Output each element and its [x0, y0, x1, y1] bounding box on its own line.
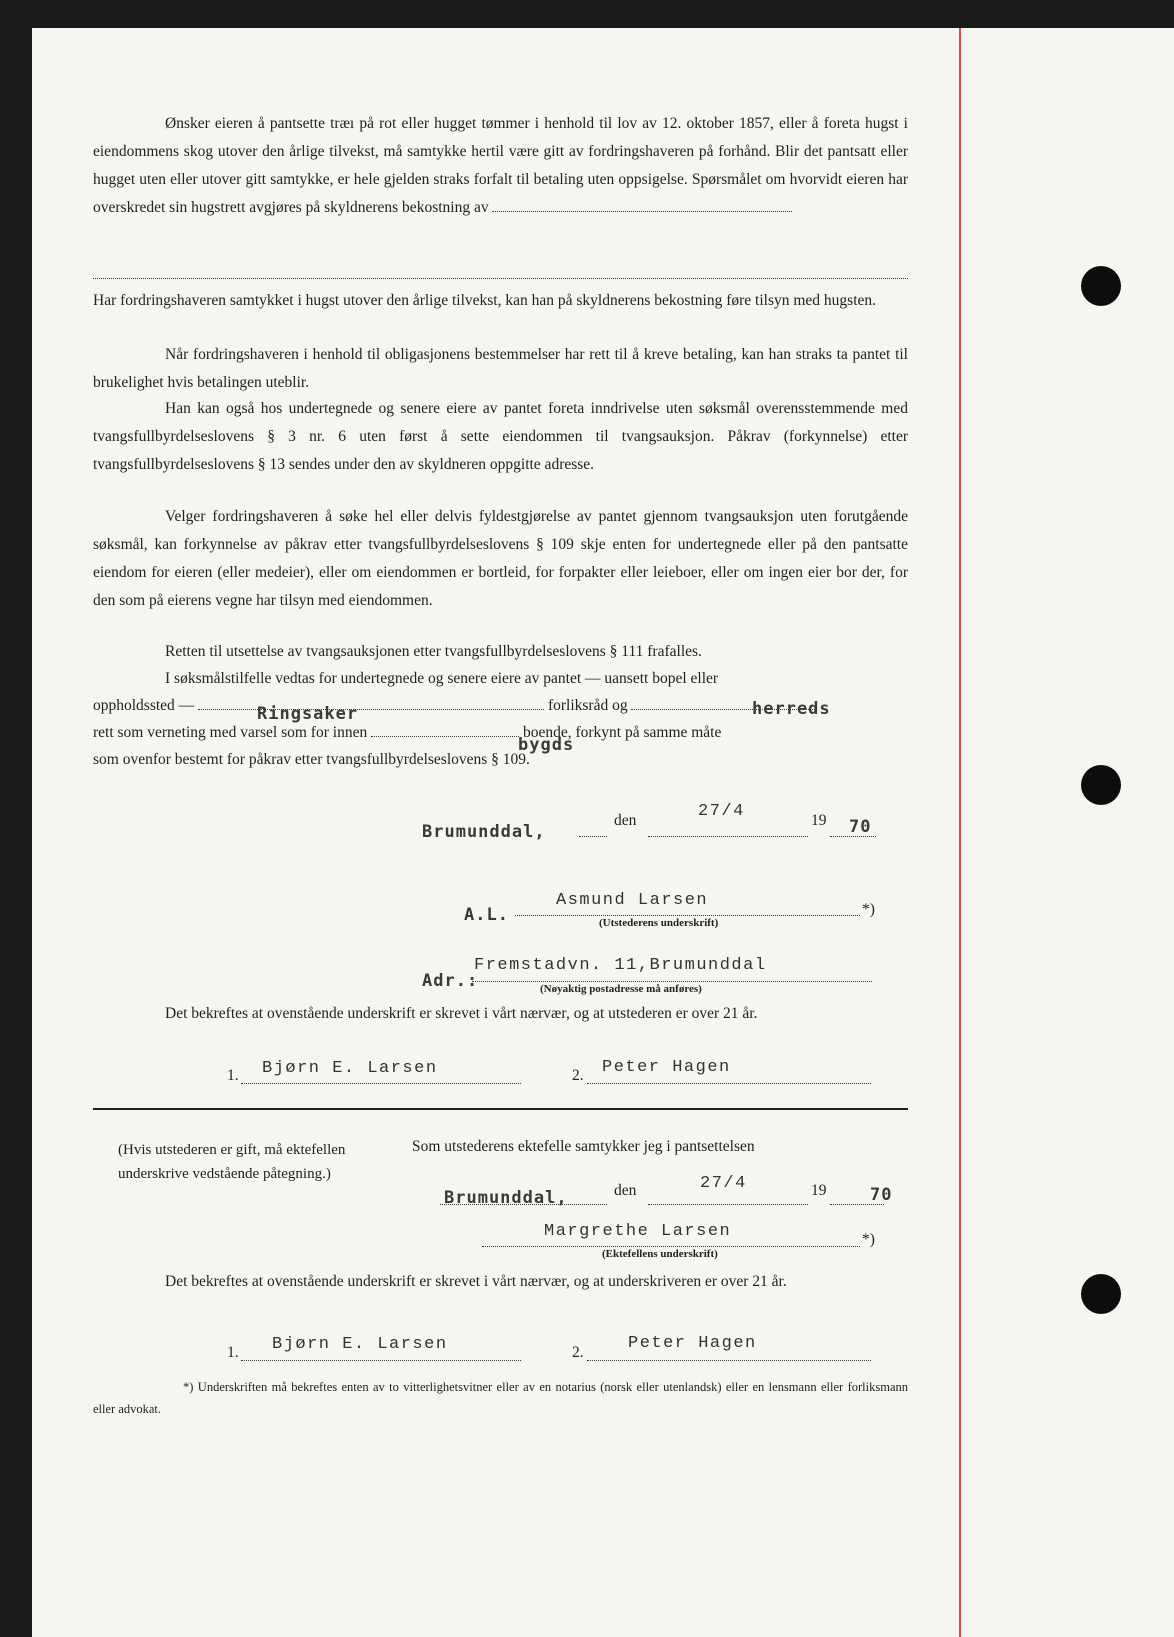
stamp-bygds: bygds: [518, 735, 575, 755]
verneting-line-2: rett som verneting med varsel som for innen boende, forkynt på samme måte: [93, 724, 722, 741]
paragraph-soksmal: I søksmålstilfelle vedtas for undertegnede og senere eiere av pantet — uansett bopel eller: [165, 670, 719, 687]
red-margin-line: [959, 28, 961, 1637]
paragraph-tvangsauksjon: Velger fordringshaveren å søke hel eller delvis fyldestgjørelse av pantet gjennom tvangsauksjon uten forutgående søksmål, kan forkynnelse av påkrav etter tvangsfullbyrdelseslovens § 109 skje enten for undertegnede eller på den pantsatte eiendom for eieren (eller medeier), eller om eiendommen er bortleid, for forpakter eller leieboer, eller om ingen eier bor der, for den som på eierens vegne har tilsyn med eiendommen.: [93, 508, 908, 609]
punch-hole-icon: [1081, 266, 1121, 306]
witness-name: Bjørn E. Larsen: [262, 1059, 438, 1078]
den-label: den: [614, 812, 637, 829]
fill-line: [579, 814, 607, 837]
year-stamp: 70: [849, 817, 872, 837]
paragraph-tilsyn: Har fordringshaveren samtykket i hugst utover den årlige tilvekst, kan han på skyldnerens bekostning føre tilsyn med hugsten.: [93, 292, 876, 309]
initials-stamp: A.L.: [464, 905, 509, 925]
issuer-signature: Asmund Larsen: [556, 891, 709, 910]
adr-label: Adr.:: [422, 971, 479, 991]
witness-number: 1.: [227, 1067, 239, 1084]
verneting-line-1: oppholdssted — forliksråd og: [93, 692, 908, 720]
fill-line: [492, 211, 792, 212]
spouse-signature: Margrethe Larsen: [544, 1222, 732, 1241]
paragraph-hugst: Ønsker eieren å pantsette træı på rot eller hugget tømmer i henhold til lov av 12. oktober 1857, eller å foreta hugst i eiendommens skog utover den årlige tilvekst, må samtykke hertil være gitt av fordringshaveren på forhånd. Blir det pantsatt eller hugget uten eller utover gitt samtykke, er hele gjelden straks forfalt til betaling uten oppsigelse. Spørsmålet om hvorvidt eieren har overskredet sin hugstrett avgjøres på skyldnerens bekostning av: [93, 115, 908, 216]
den-label: den: [614, 1182, 637, 1199]
place-stamp: Brumunddal,: [422, 822, 546, 842]
verneting-line-3: som ovenfor bestemt for påkrav etter tvangsfullbyrdelseslovens § 109.: [93, 751, 530, 768]
paragraph-inndrivelse: Han kan også hos undertegnede og senere eiere av pantet foreta inndrivelse uten søksmål overensstemmende med tvangsfullbyrdelseslovens § 3 nr. 6 uten først å sette eiendommen til tvangsauksjon. Påkrav (forkynnelse) etter tvangsfullbyrdelseslovens § 13 sendes under den av skyldneren oppgitte adresse.: [93, 400, 908, 473]
witness-name: Peter Hagen: [628, 1334, 757, 1353]
stamp-herreds: herreds: [752, 699, 831, 719]
punch-hole-icon: [1081, 1274, 1121, 1314]
century-label: 19: [811, 1182, 827, 1199]
fill-line: [371, 736, 519, 737]
date-typed: 27/4: [698, 802, 745, 821]
century-label: 19: [811, 812, 827, 829]
paragraph-betaling: Når fordringshaveren i henhold til obligasjonens bestemmelser har rett til å kreve betaling, kan han straks ta pantet til brukelighet hvis betalingen uteblir.: [93, 346, 908, 391]
witness-number: 2.: [572, 1344, 584, 1361]
issuer-address: Fremstadvn. 11,Brumunddal: [474, 956, 767, 975]
spouse-signature-caption: (Ektefellens underskrift): [602, 1248, 718, 1260]
footnote: *) Underskriften må bekreftes enten av to vitterlighetsvitner eller av en notarius (norsk eller utenlandsk) eller en lensmann eller forliksmann eller advokat.: [93, 1380, 908, 1416]
punch-hole-icon: [1081, 765, 1121, 805]
document-page: [32, 28, 1174, 1637]
paragraph-utsettelse: Retten til utsettelse av tvangsauksjonen etter tvangsfullbyrdelseslovens § 111 frafalles.: [165, 643, 702, 660]
witness-number: 1.: [227, 1344, 239, 1361]
spouse-consent: Som utstederens ektefelle samtykker jeg i pantsettelsen: [412, 1138, 755, 1155]
stamp-ringsaker: Ringsaker: [257, 704, 359, 724]
witness-number: 2.: [572, 1067, 584, 1084]
footnote-marker: *): [862, 1231, 875, 1248]
witness-paragraph: Det bekreftes at ovenstående underskrift er skrevet i vårt nærvær, og at underskriveren er over 21 år.: [165, 1273, 787, 1290]
witness-name: Peter Hagen: [602, 1058, 731, 1077]
footnote-marker: *): [862, 901, 875, 918]
signature-caption: (Utstederens underskrift): [599, 917, 719, 929]
date-typed: 27/4: [700, 1174, 747, 1193]
year-stamp: 70: [870, 1185, 893, 1205]
address-caption: (Nøyaktig postadresse må anføres): [540, 983, 702, 995]
place-stamp: Brumunddal,: [444, 1188, 568, 1208]
witness-paragraph: Det bekreftes at ovenstående underskrift er skrevet i vårt nærvær, og at utstederen er over 21 år.: [165, 1005, 758, 1022]
witness-name: Bjørn E. Larsen: [272, 1335, 448, 1354]
fill-line: [93, 278, 908, 279]
fill-line: [440, 1182, 607, 1205]
fill-line: [198, 709, 544, 710]
spouse-note: (Hvis utstederen er gift, må ektefellen underskrive vedstående påtegning.): [118, 1142, 346, 1182]
section-divider: [93, 1108, 908, 1110]
